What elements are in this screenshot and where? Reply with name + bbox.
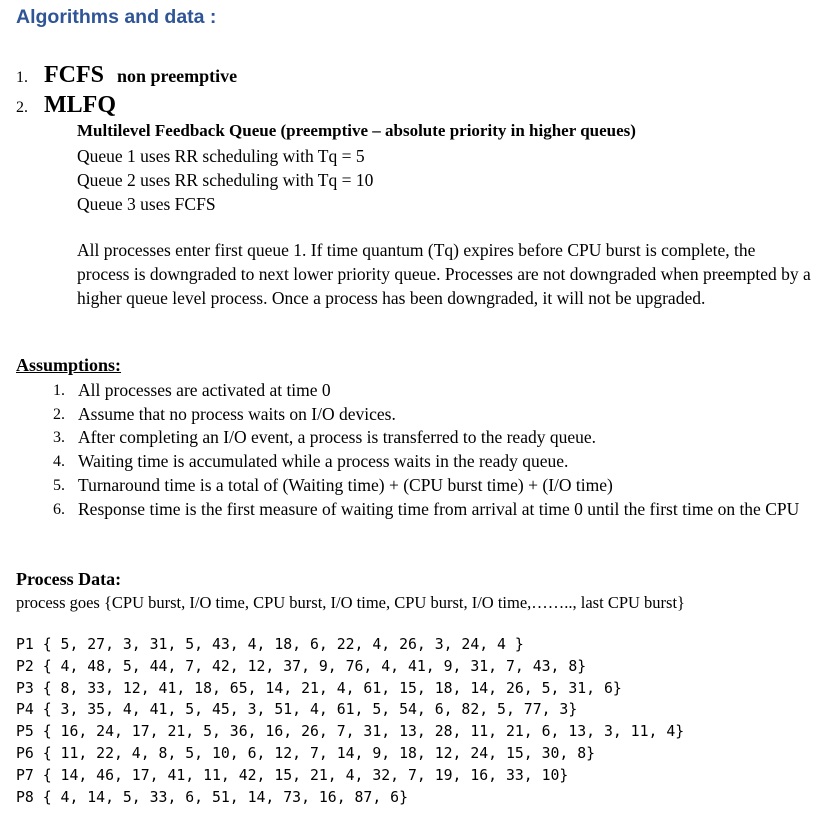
process-data-list bbox=[16, 634, 684, 808]
list-item bbox=[20, 403, 820, 427]
assumptions-list bbox=[20, 379, 820, 521]
mlfq-heading: Multilevel Feedback Queue (preemptive – absolute priority in higher queues) bbox=[77, 121, 636, 140]
process-data-format: process goes {CPU burst, I/O time, CPU burst, I/O time, CPU burst, I/O time,…….., last CPU burst} bbox=[16, 593, 685, 612]
list-item bbox=[20, 379, 820, 403]
list-number: 1. bbox=[53, 382, 65, 399]
list-text: After completing an I/O event, a process is transferred to the ready queue. bbox=[78, 427, 596, 448]
list-item bbox=[20, 450, 820, 474]
process-data-heading: Process Data: bbox=[16, 569, 122, 589]
list-number: 2. bbox=[16, 99, 28, 116]
process-line-p5: P5 { 16, 24, 17, 21, 5, 36, 16, 26, 7, 31, 13, 28, 11, 21, 6, 13, 3, 11, 4} bbox=[16, 723, 685, 741]
process-line-p2: P2 { 4, 48, 5, 44, 7, 42, 12, 37, 9, 76, 4, 41, 9, 31, 7, 43, 8} bbox=[16, 657, 587, 675]
list-item bbox=[20, 426, 820, 450]
list-item bbox=[20, 474, 820, 498]
list-number: 3. bbox=[53, 429, 65, 447]
list-number: 1. bbox=[16, 69, 28, 86]
algorithm-name: FCFS bbox=[44, 62, 104, 88]
page-title: Algorithms and data : bbox=[16, 6, 217, 28]
list-text: Assume that no process waits on I/O devices. bbox=[78, 403, 396, 424]
list-number: 4. bbox=[53, 453, 65, 471]
mlfq-description: All processes enter first queue 1. If time quantum (Tq) expires before CPU burst is complete, the process is downgraded to next lower priority queue. Processes are not downgraded when preempted by a higher queue level process. Once a process has been downgraded, it will not be upgraded. bbox=[77, 240, 811, 308]
process-line-p7: P7 { 14, 46, 17, 41, 11, 42, 15, 21, 4, 32, 7, 19, 16, 33, 10} bbox=[16, 766, 569, 784]
queue-3: Queue 3 uses FCFS bbox=[77, 194, 216, 214]
list-number: 6. bbox=[53, 500, 65, 518]
list-number: 2. bbox=[53, 405, 65, 423]
process-line-p3: P3 { 8, 33, 12, 41, 18, 65, 14, 21, 4, 61, 15, 18, 14, 26, 5, 31, 6} bbox=[16, 679, 622, 697]
algorithm-item-mlfq bbox=[16, 92, 116, 119]
list-text: Turnaround time is a total of (Waiting time) + (CPU burst time) + (I/O time) bbox=[78, 474, 613, 495]
queue-1: Queue 1 uses RR scheduling with Tq = 5 bbox=[77, 146, 365, 166]
assumptions-heading: Assumptions: bbox=[16, 355, 122, 375]
queue-2: Queue 2 uses RR scheduling with Tq = 10 bbox=[77, 170, 374, 190]
process-line-p8: P8 { 4, 14, 5, 33, 6, 51, 14, 73, 16, 87, 6} bbox=[16, 788, 408, 806]
process-line-p6: P6 { 11, 22, 4, 8, 5, 10, 6, 12, 7, 14, 9, 18, 12, 24, 15, 30, 8} bbox=[16, 744, 596, 762]
algorithm-item-fcfs bbox=[16, 62, 237, 89]
list-item bbox=[20, 498, 820, 522]
algorithm-name: MLFQ bbox=[44, 92, 116, 118]
list-text: All processes are activated at time 0 bbox=[78, 380, 331, 400]
list-text: Waiting time is accumulated while a process waits in the ready queue. bbox=[78, 451, 569, 472]
process-line-p4: P4 { 3, 35, 4, 41, 5, 45, 3, 51, 4, 61, 5, 54, 6, 82, 5, 77, 3} bbox=[16, 701, 578, 719]
list-text: Response time is the first measure of waiting time from arrival at time 0 until the first time on the CPU bbox=[78, 498, 800, 519]
list-number: 5. bbox=[53, 476, 65, 494]
algorithm-note: non preemptive bbox=[117, 66, 238, 86]
process-line-p1: P1 { 5, 27, 3, 31, 5, 43, 4, 18, 6, 22, 4, 26, 3, 24, 4 } bbox=[16, 636, 524, 653]
